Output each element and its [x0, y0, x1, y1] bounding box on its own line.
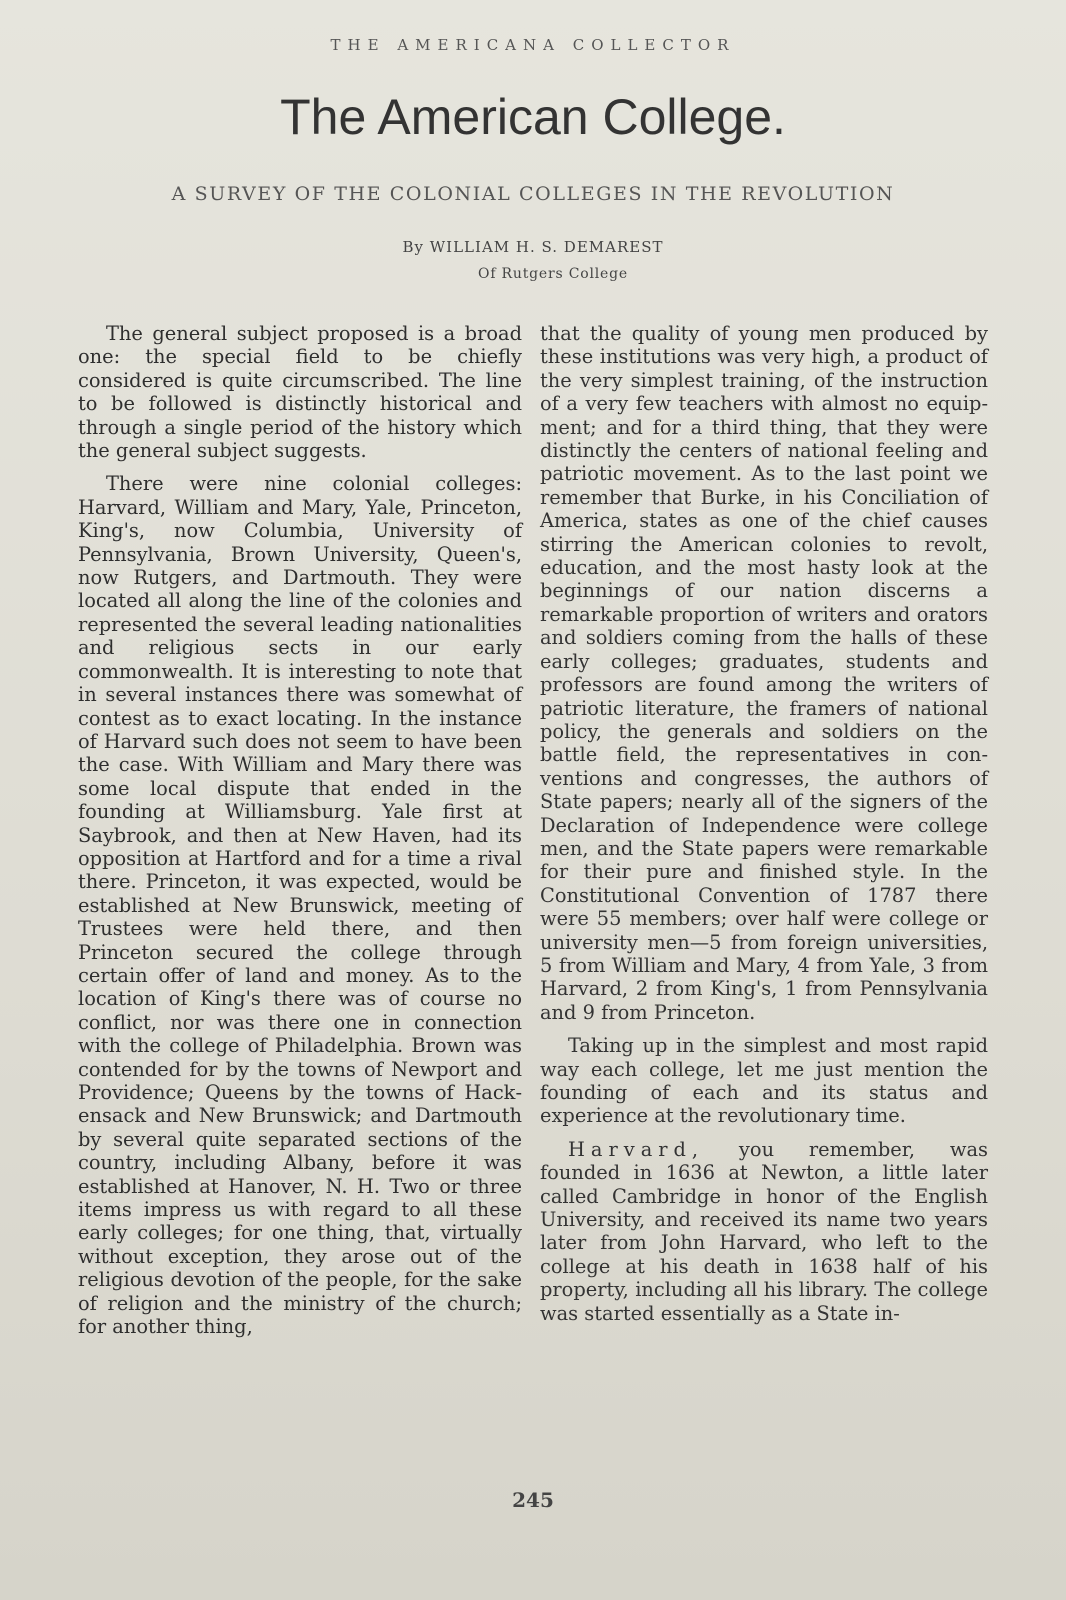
paragraph-text: you remember, was founded in 1636 at Newton, a little later called Cambridge in honor of the English University, and received its name two years later from John Harvard, who left to the college at his death in 1638 half of his property, including all his library. The college was started essentially as a State in- [540, 1137, 988, 1325]
byline: By WILLIAM H. S. DEMAREST [402, 238, 664, 256]
article-title: The American College. [280, 89, 786, 145]
paragraph: Taking up in the simplest and most rapid way each college, let me just mention the founding of each and its status and experience at the revolutionary time. [540, 1034, 988, 1128]
page-number: 245 [512, 1488, 554, 1512]
paragraph [540, 1138, 988, 1325]
paragraph: There were nine colonial colleges: Harvard, William and Mary, Yale, Princeton, King's, now Columbia, University of Pennsylvania, Brown University, Queen's, now Rutgers, and Dartmouth. They were located all along the line of the colonies and represented the several leading nationalities and religious sects in our early commonwealth. It is interesting to note that in several instances there was somewhat of contest as to exact locating. In the instance of Harvard such does not seem to have been the case. With William and Mary there was some local dispute that ended in the founding at Williamsburg. Yale first at Saybrook, and then at New Haven, had its opposition at Hartford and for a time a rival there. Princeton, it was expected, would be established at New Brunswick, meeting of Trustees were held there, and then Princeton secured the college through certain offer of land and money. As to the location of King's there was of course no conflict, nor was there one in connection with the college of Philadelphia. Brown was contended for by the towns of Newport and Providence; Queens by the towns of Hackensack and New Brunswick; and Dartmouth by several quite separated sections of the country, including Albany, before it was established at Hanover, N. H. Two or three items impress us with regard to all these early colleges; for one thing, that, virtually without exception, they arose out of the religious devotion of the people, for the sake of religion and the ministry of the church; for another thing, [78, 472, 522, 1339]
running-head: THE AMERICANA COLLECTOR [330, 36, 736, 54]
paragraph: that the quality of young men produced by these institutions was very high, a product of the very simplest training, of the instruction of a very few teachers with almost no equipment; and for a third thing, that they were distinctly the centers of national feeling and patriotic movement. As to the last point we remember that Burke, in his Conciliation of America, states as one of the chief causes stirring the American colonies to revolt, education, and the most hasty look at the beginnings of our nation discerns a remarkable proportion of writers and orators and soldiers coming from the halls of these early colleges; graduates, students and professors are found among the writers of patriotic literature, the framers of national policy, the generals and soldiers on the battle field, the representatives in conventions and congresses, the authors of State papers; nearly all of the signers of the Declaration of Independence were college men, and the State papers were remarkable for their pure and finished style. In the Constitutional Convention of 1787 there were 55 members; over half were college or university men—5 from foreign universities, 5 from William and Mary, 4 from Yale, 3 from Harvard, 2 from King's, 1 from Pennsylvania and 9 from Princeton. [540, 322, 988, 1024]
right-column [540, 322, 988, 1335]
paragraph: The general subject proposed is a broad one: the special field to be chiefly considered is quite circumscribed. The line to be followed is distinctly historical and through a single period of the history which the general subject suggests. [78, 322, 522, 463]
lead-word: Harvard, [568, 1137, 705, 1161]
left-column [78, 322, 522, 1348]
article-subtitle: A SURVEY OF THE COLONIAL COLLEGES IN THE REVOLUTION [171, 183, 895, 205]
author-affiliation: Of Rutgers College [478, 266, 628, 282]
